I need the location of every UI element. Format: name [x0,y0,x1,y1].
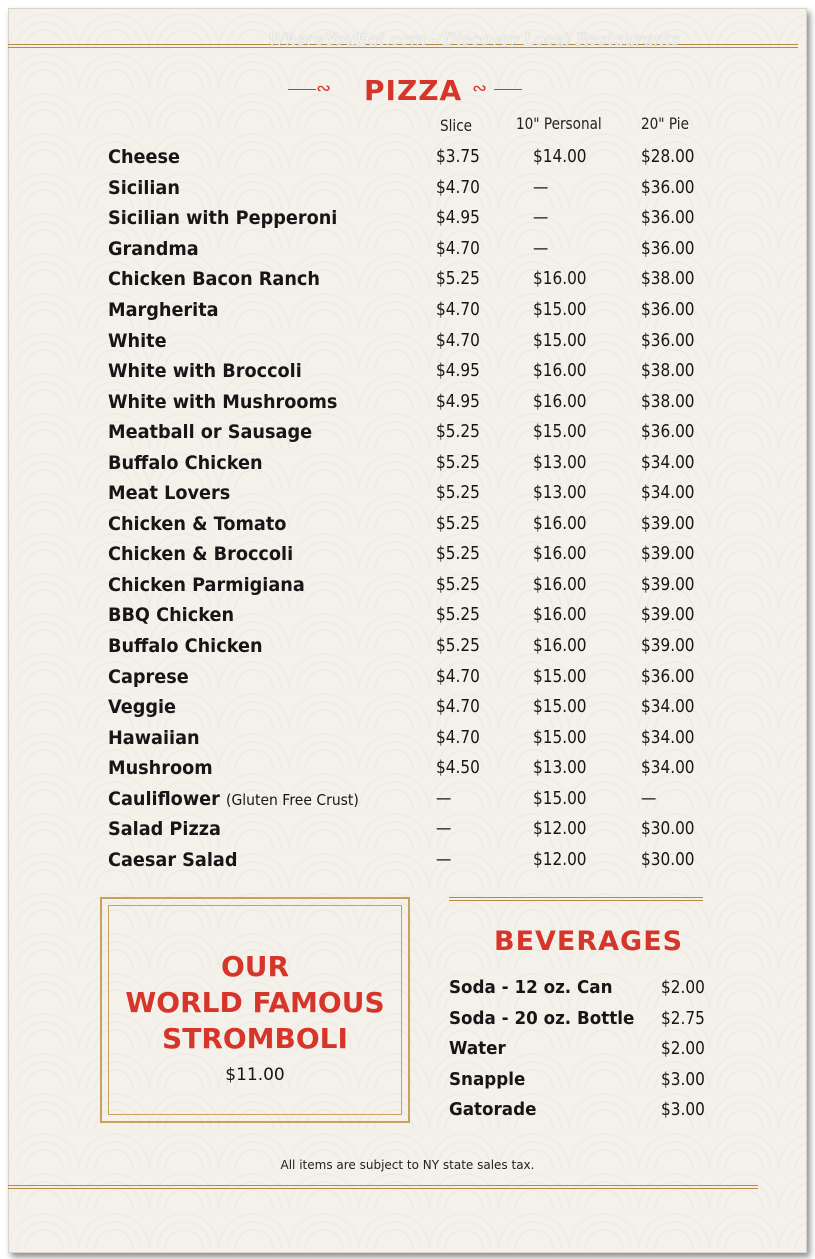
personal-price: $12.00 [533,818,587,839]
slice-price: $4.70 [436,299,480,320]
pizza-row [108,635,708,663]
tax-note: All items are subject to NY state sales tax. [280,1158,535,1172]
personal-price: $16.00 [533,391,587,412]
pizza-item-label: White [108,330,167,352]
personal-price: $13.00 [533,452,587,473]
slice-price: $5.25 [436,635,480,656]
stromboli-line-1: OUR [220,950,290,983]
personal-price: $16.00 [533,268,587,289]
pizza-row [108,818,708,846]
pizza-row [108,696,708,724]
beverage-name: Snapple [449,1069,526,1090]
pie-price: $34.00 [641,727,695,748]
pizza-item-label: Chicken Bacon Ranch [108,268,320,290]
stromboli-title [102,949,408,1057]
pizza-item-name [108,299,219,321]
beverage-price: $3.00 [661,1069,705,1090]
pizza-item-note: (Gluten Free Crust) [226,791,359,809]
beverage-name: Soda - 20 oz. Bottle [449,1008,635,1029]
personal-price: $13.00 [533,757,587,778]
slice-price: $5.25 [436,574,480,595]
personal-price: $15.00 [533,696,587,717]
pie-price: $38.00 [641,391,695,412]
pizza-row [108,207,708,235]
slice-price: $4.95 [436,207,480,228]
flourish-left-icon: ∾ [316,78,332,99]
personal-price: $16.00 [533,543,587,564]
pizza-item-name [108,757,213,779]
slice-price: $4.70 [436,727,480,748]
pie-price: $38.00 [641,268,695,289]
slice-price: $5.25 [436,268,480,289]
pizza-item-label: Caesar Salad [108,849,238,871]
pizza-row [108,330,708,358]
pizza-row [108,513,708,541]
pie-price: $28.00 [641,146,695,167]
pie-price: $30.00 [641,849,695,870]
pizza-item-name [108,238,199,260]
pizza-item-label: Cauliflower [108,788,220,810]
pizza-row [108,299,708,327]
pizza-row [108,238,708,266]
pizza-row [108,757,708,785]
beverages-title: BEVERAGES [494,926,684,957]
pizza-row [108,574,708,602]
pizza-item-label: Salad Pizza [108,818,221,840]
personal-price: — [533,177,549,198]
pizza-row [108,727,708,755]
pizza-item-label: White with Broccoli [108,360,302,382]
pizza-row [108,849,708,877]
flourish-right-icon: ∾ [472,78,488,99]
personal-price: — [533,238,549,259]
pizza-item-label: Buffalo Chicken [108,452,263,474]
pizza-row [108,421,708,449]
pizza-item-label: Meatball or Sausage [108,421,313,443]
pizza-item-label: Mushroom [108,757,213,779]
pizza-item-label: Sicilian with Pepperoni [108,207,338,229]
pizza-item-label: Grandma [108,238,199,260]
pizza-item-label: Chicken Parmigiana [108,574,305,596]
pie-price: $36.00 [641,666,695,687]
stromboli-line-2: WORLD FAMOUS [125,986,385,1019]
personal-price: $15.00 [533,666,587,687]
slice-price: $5.25 [436,482,480,503]
beverage-row [449,1008,709,1036]
personal-price: $16.00 [533,513,587,534]
pizza-item-name [108,330,167,352]
pie-price: — [641,788,657,809]
pie-price: $36.00 [641,299,695,320]
pizza-item-label: Meat Lovers [108,482,231,504]
pie-price: $39.00 [641,574,695,595]
pizza-row [108,482,708,510]
slice-price: $4.95 [436,360,480,381]
slice-price: $3.75 [436,146,480,167]
slice-price: — [436,818,452,839]
pizza-item-name [108,146,180,168]
slice-price: $4.70 [436,330,480,351]
pie-price: $34.00 [641,452,695,473]
pizza-item-label: Cheese [108,146,181,168]
personal-price: $16.00 [533,360,587,381]
pizza-row [108,604,708,632]
pizza-item-name [108,452,263,474]
slice-price: $5.25 [436,421,480,442]
personal-price: $13.00 [533,482,587,503]
personal-price: $14.00 [533,146,587,167]
personal-price: $15.00 [533,727,587,748]
pizza-item-label: Chicken & Tomato [108,513,287,535]
pizza-item-name [108,360,302,382]
pizza-row [108,788,708,816]
slice-price: $5.25 [436,604,480,625]
slice-price: — [436,849,452,870]
personal-price: $15.00 [533,788,587,809]
slice-price: $5.25 [436,452,480,473]
pie-price: $36.00 [641,207,695,228]
slice-price: $5.25 [436,543,480,564]
beverage-row [449,1099,709,1127]
pie-price: $39.00 [641,513,695,534]
pizza-item-name [108,849,237,871]
pizza-item-name [108,207,337,229]
pizza-item-label: Sicilian [108,177,180,199]
slice-price: $4.70 [436,696,480,717]
bottom-gold-rule [8,1185,758,1189]
pizza-row [108,452,708,480]
pizza-item-name [108,635,263,657]
pie-price: $39.00 [641,604,695,625]
pizza-item-label: Chicken & Broccoli [108,543,294,565]
personal-price: — [533,207,549,228]
pizza-item-name [108,666,189,688]
slice-price: $4.70 [436,177,480,198]
pizza-item-name [108,818,221,840]
beverage-price: $2.00 [661,977,705,998]
pizza-item-name [108,696,176,718]
title-rule-right [494,89,522,90]
pizza-item-label: White with Mushrooms [108,391,338,413]
pizza-item-label: Margherita [108,299,219,321]
beverage-price: $2.75 [661,1008,705,1029]
pizza-row [108,146,708,174]
pizza-item-name [108,574,305,596]
pizza-item-name [108,177,180,199]
column-header-pie: 20" Pie [641,114,689,133]
pizza-item-label: Buffalo Chicken [108,635,263,657]
beverage-price: $2.00 [661,1038,705,1059]
beverage-row [449,1038,709,1066]
column-header-personal: 10" Personal [516,114,602,133]
pie-price: $36.00 [641,177,695,198]
slice-price: $4.50 [436,757,480,778]
pie-price: $36.00 [641,330,695,351]
pie-price: $39.00 [641,543,695,564]
pie-price: $34.00 [641,482,695,503]
personal-price: $16.00 [533,574,587,595]
title-rule-left [288,89,316,90]
slice-price: $5.25 [436,513,480,534]
beverage-price: $3.00 [661,1099,705,1120]
stromboli-line-3: STROMBOLI [162,1022,348,1055]
beverage-name: Gatorade [449,1099,537,1120]
slice-price: — [436,788,452,809]
pizza-row [108,543,708,571]
pizza-item-name [108,604,234,626]
pizza-item-name [108,513,286,535]
pizza-item-label: Hawaiian [108,727,200,749]
pizza-row [108,391,708,419]
pizza-row [108,666,708,694]
personal-price: $16.00 [533,635,587,656]
pie-price: $34.00 [641,696,695,717]
column-header-slice: Slice [440,116,473,135]
pizza-item-name [108,727,200,749]
pizza-item-name [108,543,293,565]
beverage-name: Soda - 12 oz. Can [449,977,613,998]
pie-price: $36.00 [641,238,695,259]
watermark-text: WhereYouEat.com - Discover Local Restaurants [268,30,680,50]
slice-price: $4.70 [436,666,480,687]
beverage-row [449,1069,709,1097]
pie-price: $39.00 [641,635,695,656]
pizza-row [108,360,708,388]
pizza-item-label: BBQ Chicken [108,604,235,626]
pizza-row [108,268,708,296]
pizza-item-label: Caprese [108,666,189,688]
personal-price: $15.00 [533,421,587,442]
pizza-title: PIZZA [364,74,463,107]
stromboli-price: $11.00 [225,1065,285,1085]
personal-price: $15.00 [533,330,587,351]
pie-price: $30.00 [641,818,695,839]
personal-price: $15.00 [533,299,587,320]
stromboli-box [100,897,410,1123]
personal-price: $16.00 [533,604,587,625]
pizza-row [108,177,708,205]
beverage-name: Water [449,1038,506,1059]
beverages-gold-rule [449,897,703,901]
slice-price: $4.95 [436,391,480,412]
pizza-item-name [108,391,337,413]
pie-price: $34.00 [641,757,695,778]
pizza-item-name [108,421,312,443]
pie-price: $38.00 [641,360,695,381]
beverage-row [449,977,709,1005]
pizza-item-label: Veggie [108,696,177,718]
pizza-item-name [108,268,320,290]
pie-price: $36.00 [641,421,695,442]
personal-price: $12.00 [533,849,587,870]
pizza-item-name [108,788,359,810]
pizza-item-name [108,482,230,504]
slice-price: $4.70 [436,238,480,259]
